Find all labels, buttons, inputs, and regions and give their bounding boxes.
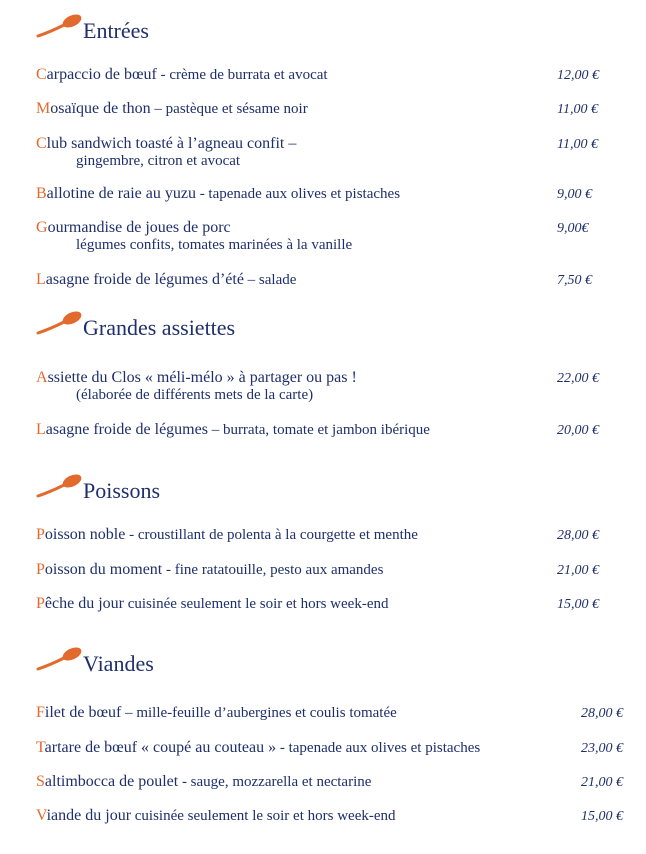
dish-description: - tapenade aux olives et pistaches [276, 740, 481, 756]
dish-name: ssiette du Clos « méli-mélo » à partager ou pas ! [47, 369, 357, 386]
dish-description: – burrata, tomate et jambon ibérique [207, 422, 430, 438]
dish-description: cuisinée seulement le soir et hors week-end [123, 596, 389, 612]
dish-subline: légumes confits, tomates marinées à la vanille [76, 237, 353, 253]
dish-subline: gingembre, citron et avocat [76, 153, 241, 169]
dish-description: - fine ratatouille, pesto aux amandes [162, 562, 384, 578]
menu-item [36, 739, 646, 757]
dish-initial: A [36, 369, 48, 386]
spoon-icon [36, 311, 84, 337]
section-header [0, 311, 646, 345]
section-header [0, 647, 646, 681]
dish-initial: G [36, 219, 48, 236]
dish-line [36, 135, 646, 153]
section-poissons [0, 474, 646, 508]
dish-initial: M [36, 100, 51, 117]
dish-line [36, 271, 646, 289]
menu-item [36, 526, 646, 544]
dish-line [36, 185, 646, 203]
spoon-icon [36, 14, 84, 40]
menu-item [36, 66, 646, 84]
dish-price: 28,00 € [581, 706, 623, 721]
section-header [0, 14, 646, 48]
dish-line [36, 526, 646, 544]
dish-description: cuisinée seulement le soir et hors week-end [131, 808, 396, 824]
dish-name: ourmandise de joues de porc [47, 219, 231, 236]
dish-initial: T [36, 739, 45, 756]
section-viandes [0, 647, 646, 681]
dish-line [36, 66, 646, 84]
dish-name: êche du jour [44, 595, 124, 612]
dish-price: 15,00 € [557, 597, 599, 612]
dish-description: - sauge, mozzarella et nectarine [178, 774, 372, 790]
dish-line [36, 595, 646, 613]
menu-item [36, 271, 646, 289]
dish-initial: L [36, 421, 46, 438]
section-title: Poissons [83, 478, 161, 503]
dish-line [36, 773, 646, 791]
dish-price: 9,00 € [557, 187, 592, 202]
menu-item [36, 773, 646, 791]
dish-line [36, 421, 646, 439]
dish-name: lub sandwich toasté à l’agneau confit – [46, 135, 297, 152]
dish-price: 21,00 € [557, 563, 599, 578]
dish-name: osaïque de thon [50, 100, 151, 117]
dish-name: oisson du moment [44, 561, 163, 578]
dish-price: 23,00 € [581, 741, 623, 756]
menu-item [36, 704, 646, 722]
menu-item [36, 807, 646, 825]
dish-description: - tapenade aux olives et pistaches [195, 186, 401, 202]
dish-price: 22,00 € [557, 371, 599, 386]
dish-initial: P [36, 526, 45, 543]
dish-name: iande du jour [46, 807, 132, 824]
spoon-icon [36, 647, 84, 673]
dish-name: artare de bœuf « coupé au couteau » [44, 739, 277, 756]
dish-description: – pastèque et sésame noir [150, 101, 308, 117]
dish-price: 7,50 € [557, 273, 592, 288]
dish-initial: P [36, 595, 45, 612]
dish-name: ilet de bœuf [44, 704, 122, 721]
dish-name: altimbocca de poulet [44, 773, 179, 790]
dish-initial: P [36, 561, 45, 578]
spoon-icon [36, 474, 84, 500]
section-title: Grandes assiettes [83, 315, 236, 340]
dish-initial: F [36, 704, 45, 721]
dish-price: 15,00 € [581, 809, 623, 824]
dish-name: arpaccio de bœuf [46, 66, 157, 83]
menu-item [36, 369, 646, 403]
dish-initial: C [36, 135, 47, 152]
dish-price: 28,00 € [557, 528, 599, 543]
dish-description: - croustillant de polenta à la courgette et menthe [125, 527, 418, 543]
dish-subline: (élaborée de différents mets de la carte) [76, 387, 314, 403]
dish-line [36, 704, 646, 722]
menu-item [36, 561, 646, 579]
section-title: Entrées [83, 18, 149, 43]
dish-initial: B [36, 185, 47, 202]
dish-price: 12,00 € [557, 68, 599, 83]
section-header [0, 474, 646, 508]
dish-line [36, 219, 646, 237]
dish-initial: S [36, 773, 45, 790]
section-title: Viandes [83, 651, 154, 676]
dish-name: asagne froide de légumes d’été [45, 271, 244, 288]
dish-initial: C [36, 66, 47, 83]
dish-name: asagne froide de légumes [45, 421, 208, 438]
dish-line [36, 369, 646, 387]
section-entrees [0, 14, 646, 48]
dish-description: - crème de burrata et avocat [156, 67, 328, 83]
dish-price: 11,00 € [557, 102, 598, 117]
dish-initial: V [36, 807, 47, 824]
menu-item [36, 595, 646, 613]
dish-line [36, 561, 646, 579]
section-grandes-assiettes [0, 311, 646, 345]
dish-price: 11,00 € [557, 137, 598, 152]
dish-line [36, 807, 646, 825]
menu-item [36, 100, 646, 118]
dish-line [36, 739, 646, 757]
menu-item [36, 135, 646, 169]
menu-item [36, 219, 646, 253]
dish-name: oisson noble [44, 526, 126, 543]
dish-price: 21,00 € [581, 775, 623, 790]
menu-item [36, 421, 646, 439]
menu-item [36, 185, 646, 203]
dish-description: – mille-feuille d’aubergines et coulis tomatée [121, 705, 397, 721]
dish-line [36, 100, 646, 118]
dish-description: – salade [243, 272, 297, 288]
dish-name: allotine de raie au yuzu [46, 185, 196, 202]
dish-price: 9,00€ [557, 221, 589, 236]
dish-initial: L [36, 271, 46, 288]
dish-price: 20,00 € [557, 423, 599, 438]
